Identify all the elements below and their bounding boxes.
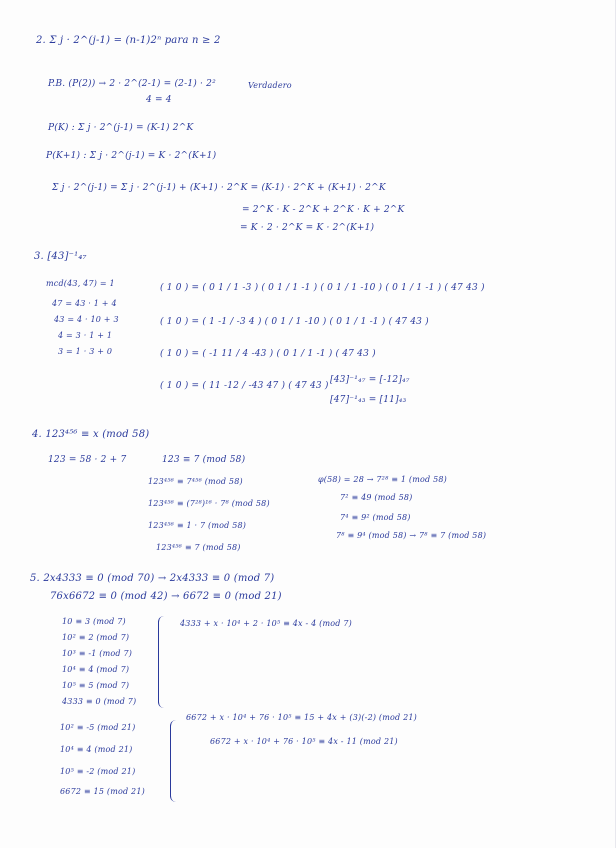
p3-euclid-2: 47 = 43 · 1 + 4 (52, 299, 117, 308)
p5-mod21-4: 6672 ≡ 15 (mod 21) (60, 787, 145, 796)
p5-mod7-1: 10 ≡ 3 (mod 7) (62, 617, 126, 626)
p3-result-2: [47]⁻¹₄₃ = [11]₄₃ (330, 395, 407, 405)
p3-title: 3. [43]⁻¹₄₇ (34, 251, 87, 262)
p2-statement: 2. Σ j · 2^(j-1) = (n-1)2ⁿ para n ≥ 2 (36, 35, 221, 46)
p4-pow-8: 7⁸ ≡ 9⁴ (mod 58) → 7⁸ ≡ 7 (mod 58) (336, 531, 487, 540)
p4-congr-4: 123⁴⁵⁶ ≡ 1 · 7 (mod 58) (148, 521, 247, 530)
p5-mod21-2: 10⁴ ≡ 4 (mod 21) (60, 745, 133, 754)
p3-matrix-3: ( 1 0 ) = ( -1 11 / 4 -43 ) ( 0 1 / 1 -1 ) ( 47 43 ) (160, 349, 376, 359)
p5-mod7-6: 4333 ≡ 0 (mod 7) (62, 697, 137, 706)
p5-mod7-5: 10⁵ ≡ 5 (mod 7) (62, 681, 130, 690)
p4-euler: φ(58) = 28 → 7²⁸ ≡ 1 (mod 58) (318, 475, 447, 484)
p5-mod21-result-1: 6672 + x · 10⁴ + 76 · 10⁵ ≡ 15 + 4x + (3)(-2) (mod 21) (186, 713, 418, 722)
p2-step2: = K · 2 · 2^K = K · 2^(K+1) (240, 223, 375, 233)
p3-euclid-5: 3 = 1 · 3 + 0 (58, 347, 113, 356)
p4-pow-4: 7⁴ ≡ 9² (mod 58) (340, 513, 411, 522)
p5-mod21-1: 10² ≡ -5 (mod 21) (60, 723, 136, 732)
p4-congr-2: 123⁴⁵⁶ ≡ 7⁴⁵⁶ (mod 58) (148, 477, 243, 486)
p3-euclid-3: 43 = 4 · 10 + 3 (54, 315, 119, 324)
p5-mod7-3: 10³ ≡ -1 (mod 7) (62, 649, 133, 658)
p5-line-1: 5. 2x4333 ≡ 0 (mod 70) → 2x4333 ≡ 0 (mod 7) (30, 573, 275, 584)
p2-verdadero: Verdadero (248, 81, 292, 90)
p2-check: 4 = 4 (146, 95, 172, 105)
p2-hypothesis: P(K) : Σ j · 2^(j-1) = (K-1) 2^K (48, 123, 194, 133)
p5-mod7-result: 4333 + x · 10⁴ + 2 · 10⁵ ≡ 4x - 4 (mod 7) (180, 619, 352, 628)
p4-congr-1: 123 ≡ 7 (mod 58) (162, 455, 246, 465)
p3-matrix-4: ( 1 0 ) = ( 11 -12 / -43 47 ) ( 47 43 ) (160, 381, 329, 391)
p5-mod21-3: 10⁵ ≡ -2 (mod 21) (60, 767, 136, 776)
p5-brace-mod21 (170, 720, 177, 802)
p3-matrix-2: ( 1 0 ) = ( 1 -1 / -3 4 ) ( 0 1 / 1 -10 ) ( 0 1 / 1 -1 ) ( 47 43 ) (160, 317, 429, 327)
p2-induction: Σ j · 2^(j-1) = Σ j · 2^(j-1) + (K+1) · 2^K = (K-1) · 2^K + (K+1) · 2^K (52, 183, 386, 193)
p4-congr-5: 123⁴⁵⁶ ≡ 7 (mod 58) (156, 543, 241, 552)
p4-congr-3: 123⁴⁵⁶ ≡ (7²⁸)¹⁶ · 7⁸ (mod 58) (148, 499, 270, 508)
p4-division: 123 = 58 · 2 + 7 (48, 455, 127, 465)
p4-pow-2: 7² ≡ 49 (mod 58) (340, 493, 413, 502)
p3-result-1: [43]⁻¹₄₇ = [-12]₄₇ (330, 375, 410, 385)
p2-base-case: P.B. (P(2)) → 2 · 2^(2-1) = (2-1) · 2² (48, 79, 216, 89)
p5-mod7-4: 10⁴ ≡ 4 (mod 7) (62, 665, 130, 674)
p5-brace-mod7 (158, 616, 165, 708)
p3-matrix-1: ( 1 0 ) = ( 0 1 / 1 -3 ) ( 0 1 / 1 -1 ) ( 0 1 / 1 -10 ) ( 0 1 / 1 -1 ) ( 47 43 ) (160, 283, 485, 293)
p4-title: 4. 123⁴⁵⁶ ≡ x (mod 58) (32, 429, 150, 440)
p2-thesis: P(K+1) : Σ j · 2^(j-1) = K · 2^(K+1) (46, 151, 217, 161)
p5-mod7-2: 10² ≡ 2 (mod 7) (62, 633, 130, 642)
p3-euclid-4: 4 = 3 · 1 + 1 (58, 331, 113, 340)
p5-line-2: 76x6672 ≡ 0 (mod 42) → 6672 ≡ 0 (mod 21) (50, 591, 282, 602)
p5-mod21-result-2: 6672 + x · 10⁴ + 76 · 10⁵ ≡ 4x - 11 (mod 21) (210, 737, 398, 746)
p3-euclid-1: mcd(43, 47) = 1 (46, 279, 115, 288)
p2-step1: = 2^K · K - 2^K + 2^K · K + 2^K (242, 205, 405, 215)
